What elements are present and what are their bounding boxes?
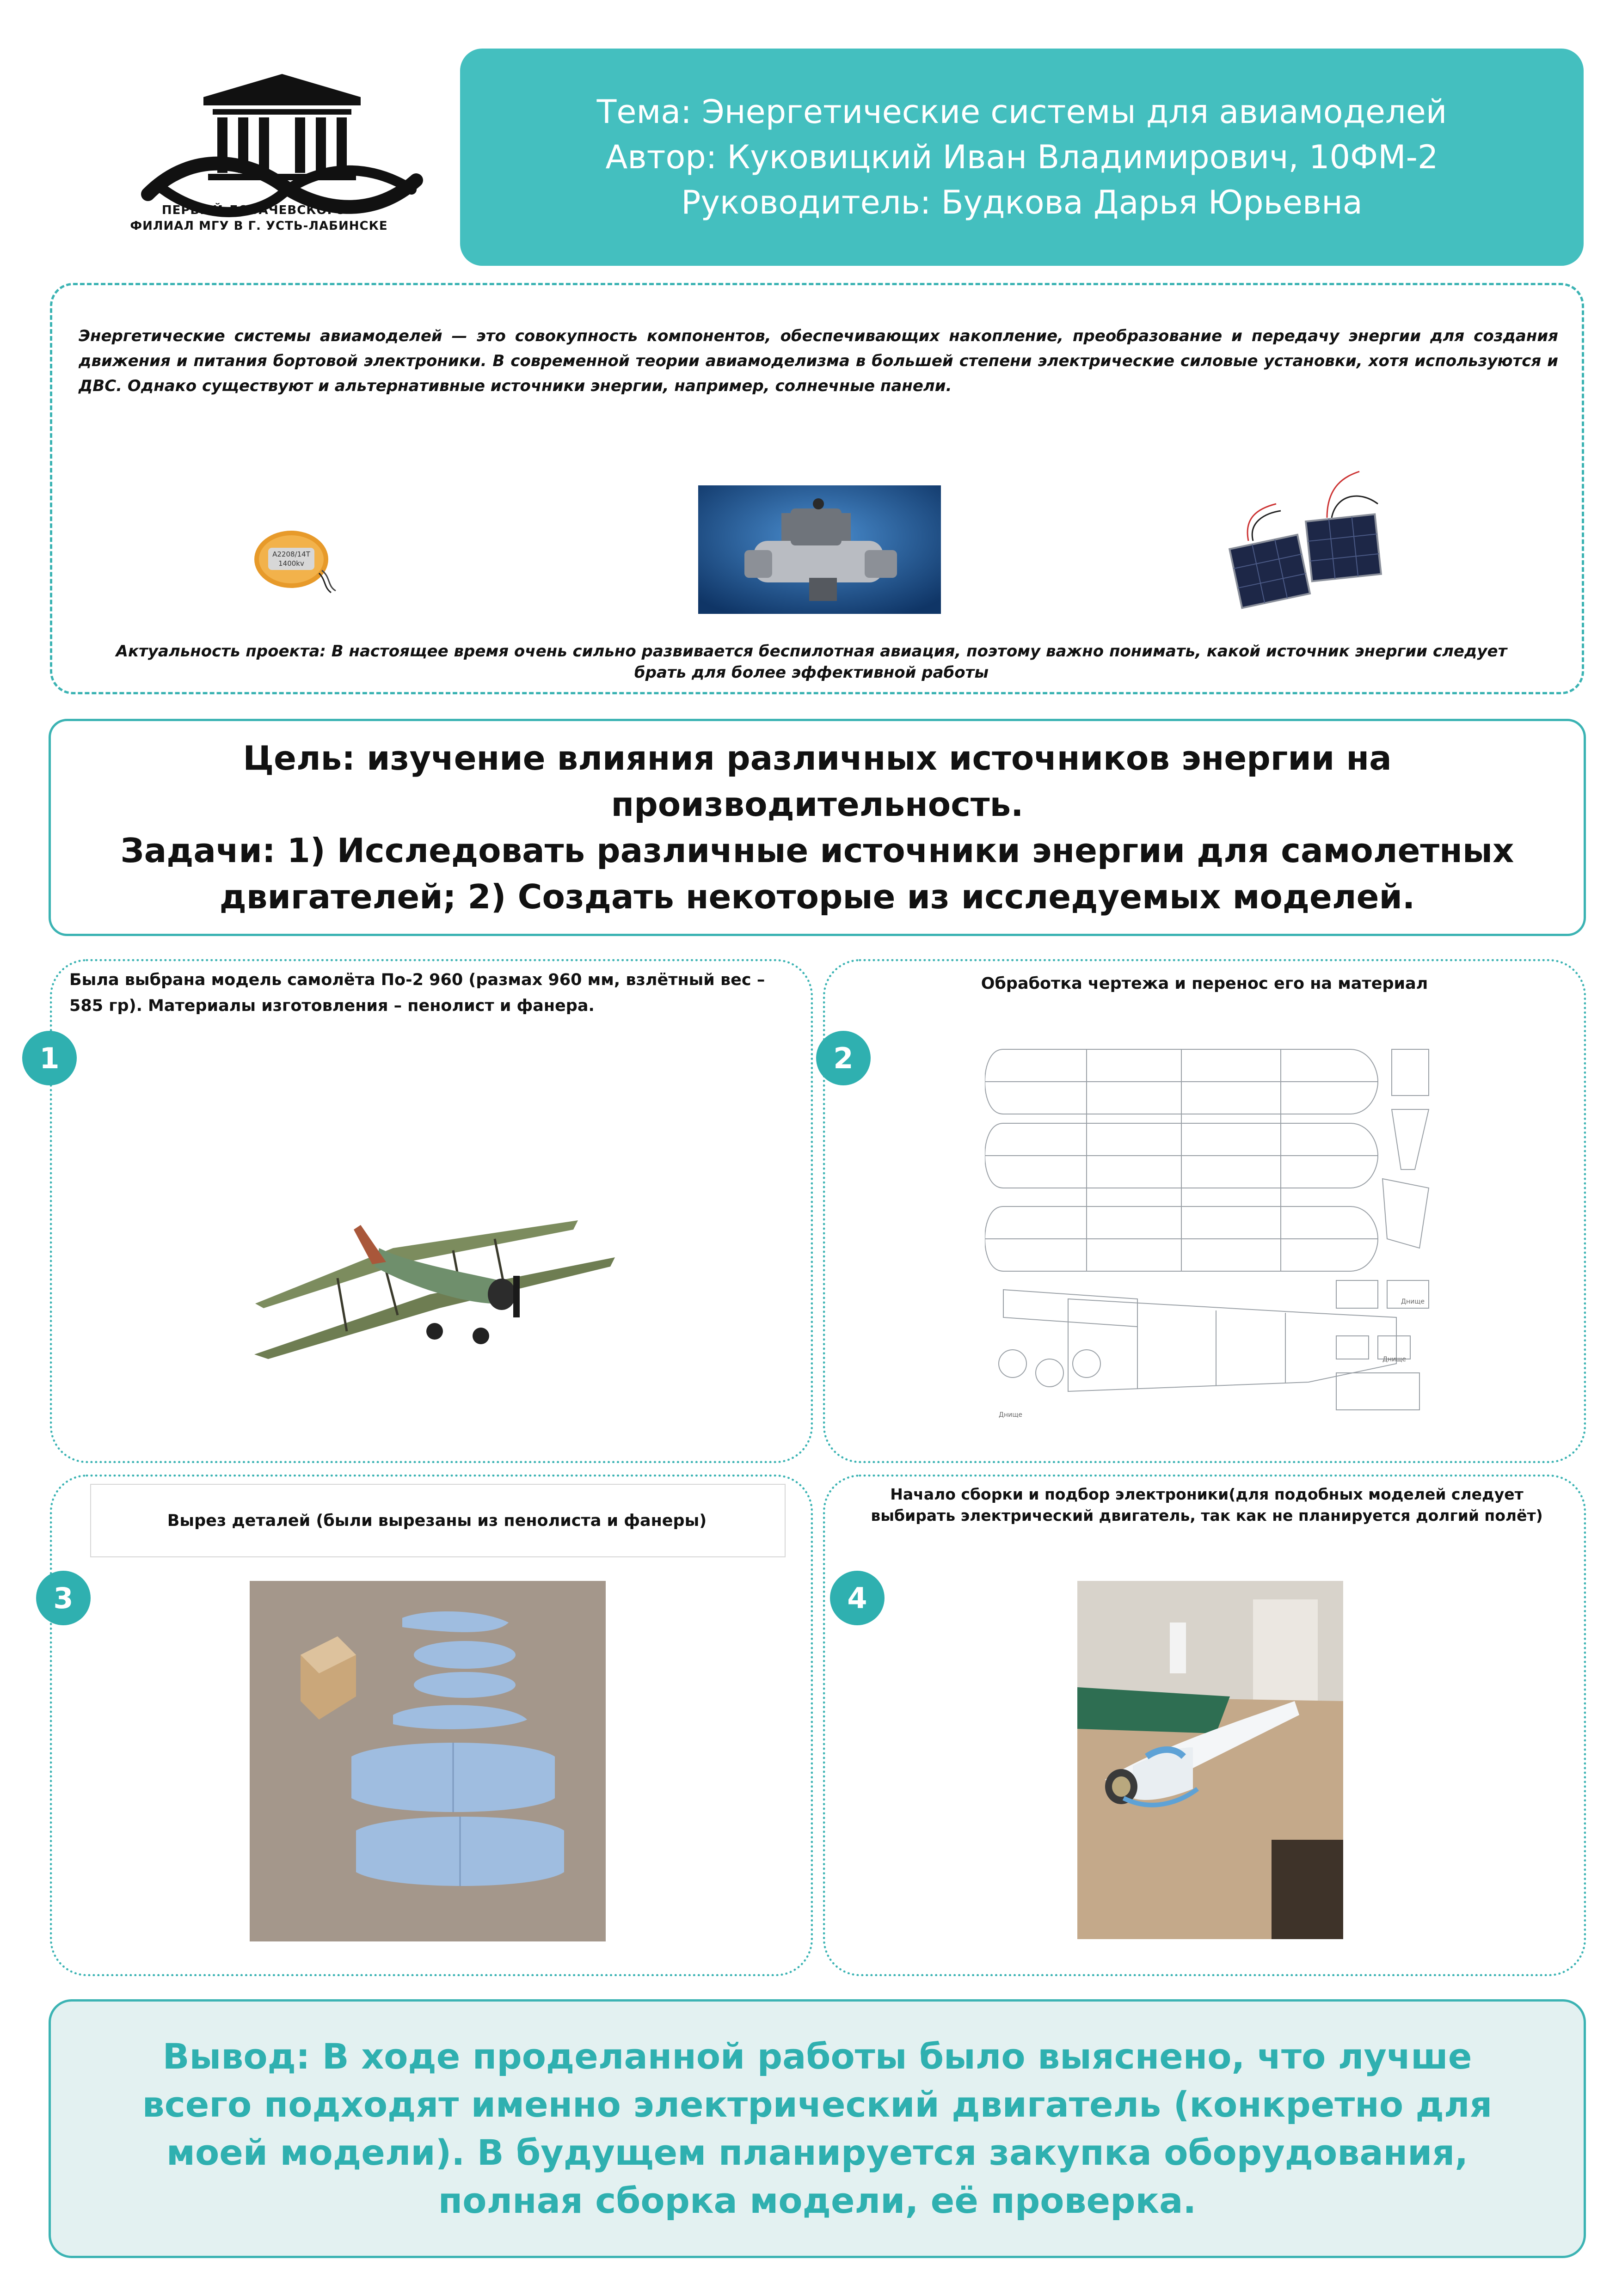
blueprint-label-3: Днище xyxy=(1401,1298,1425,1305)
conclusion-line-2: всего подходят именно электрический двигатель (конкретно для xyxy=(142,2084,1493,2125)
step-3-caption: Вырез деталей (были вырезаны из пенолиста и фанеры) xyxy=(167,1512,707,1530)
goal-box xyxy=(49,719,1586,936)
step-1-caption: Была выбрана модель самолёта По-2 960 (размах 960 мм, взлётный вес – 585 гр). Материалы изготовления – пенолист и фанера. xyxy=(69,971,765,1015)
logo-caption xyxy=(74,202,444,234)
goal-line-3: двигателей; 2) Создать некоторые из исследуемых моделей. xyxy=(219,877,1415,916)
intro-text: Энергетические системы авиамоделей — это совокупность компонентов, обеспечивающих накопление, преобразование и передачу энергии для создания движения и питания бортовой электроники. В современной теории авиамоделизма в большей степени электрические силовые установки, хотя используются и ДВС. Однако существуют и альтернативные источники энергии, например, солнечные панели. xyxy=(79,327,1558,395)
assembly-photo xyxy=(1077,1581,1343,1939)
header-box xyxy=(460,49,1584,266)
logo-line-1: ПЕРВЫЙ ЛОБАЧЕВСКОГО - xyxy=(161,203,356,217)
relevance-text: Актуальность проекта: В настоящее время очень сильно развивается беспилотная авиация, поэтому важно понимать, какой источник энергии следует брать для более эффективной работы xyxy=(116,642,1507,682)
cut-parts-photo xyxy=(250,1581,606,1941)
goal-line-2: Задачи: 1) Исследовать различные источники энергии для самолетных xyxy=(120,831,1514,870)
blueprint-drawing xyxy=(985,1040,1438,1424)
conclusion-box xyxy=(49,1999,1586,2258)
conclusion-line-1: Вывод: В ходе проделанной работы было выяснено, что лучше xyxy=(162,2036,1472,2077)
conclusion-line-3: моей модели). В будущем планируется закупка оборудования, xyxy=(166,2132,1468,2173)
biplane-model-image xyxy=(254,1211,615,1364)
blueprint-label-2: Днище xyxy=(1382,1356,1406,1363)
step-1-badge: 1 xyxy=(22,1031,77,1085)
solar-panels-image xyxy=(1221,467,1382,619)
step-2-caption: Обработка чертежа и перенос его на материал xyxy=(981,974,1428,993)
topic-line: Тема: Энергетические системы для авиамоделей xyxy=(596,93,1447,131)
logo-line-2: ФИЛИАЛ МГУ В Г. УСТЬ-ЛАБИНСКЕ xyxy=(130,219,388,233)
goal-line-1: Цель: изучение влияния различных источников энергии на производительность. xyxy=(243,739,1392,824)
blueprint-label-1: Днище xyxy=(999,1411,1022,1419)
step-3-badge: 3 xyxy=(36,1571,91,1625)
step-2-badge: 2 xyxy=(816,1031,871,1085)
step-4-caption: Начало сборки и подбор электроники(для подобных моделей следует выбирать электрический двигатель, так как не планируется долгий полёт) xyxy=(871,1485,1543,1525)
motor-label-2: 1400kv xyxy=(278,559,304,568)
author-line: Автор: Куковицкий Иван Владимирович, 10ФМ-2 xyxy=(605,138,1438,176)
step-4-badge: 4 xyxy=(830,1571,885,1625)
motor-label-1: A2208/14T xyxy=(272,550,310,558)
supervisor-line: Руководитель: Будкова Дарья Юрьевна xyxy=(681,184,1363,221)
gas-engine-image xyxy=(698,485,941,614)
brushless-motor-image xyxy=(240,522,342,596)
conclusion-line-4: полная сборка модели, её проверка. xyxy=(438,2180,1197,2221)
